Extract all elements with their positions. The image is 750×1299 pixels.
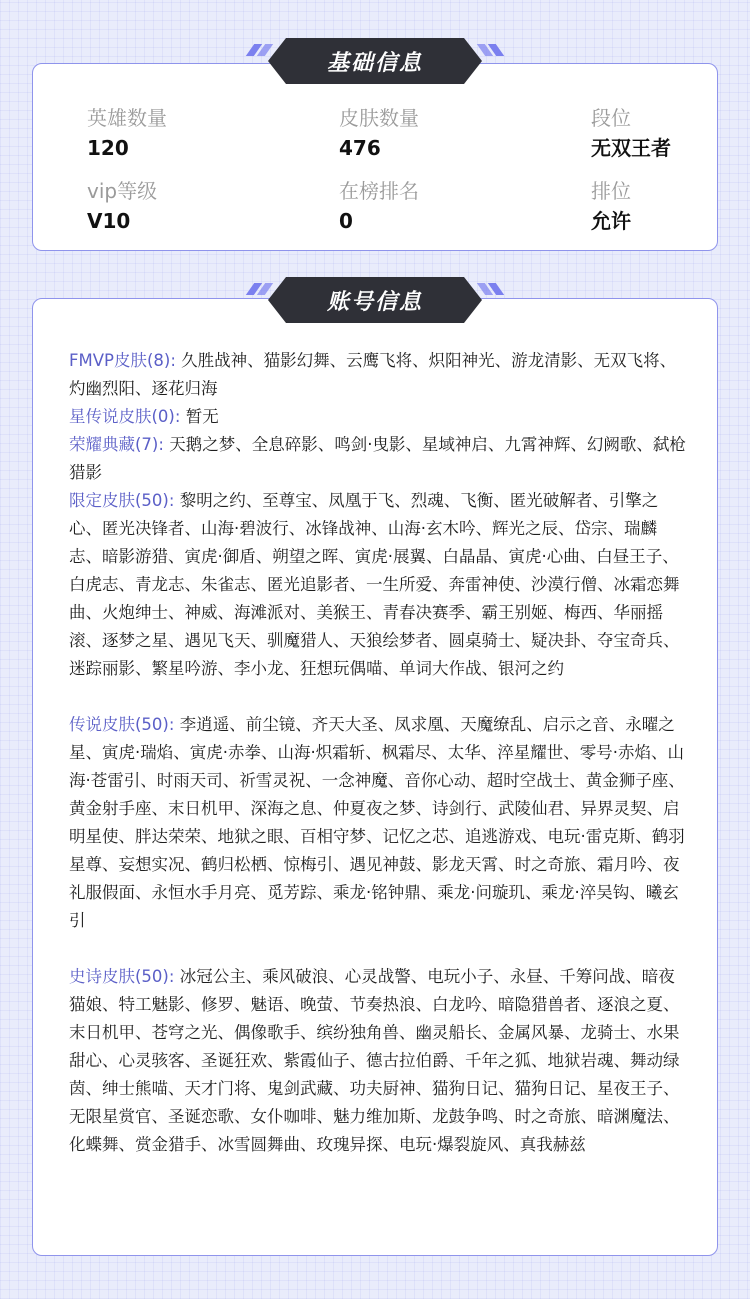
basic-info-title: 基础信息: [326, 50, 423, 76]
stat-leaderboard-rank: [339, 177, 591, 235]
account-info-title: 账号信息: [326, 289, 423, 315]
entry-key: 史诗皮肤(50):: [69, 967, 175, 986]
entry-value: 天鹅之梦、全息碎影、鸣剑·曳影、星域神启、九霄神辉、幻阙歌、弑枪猎影: [69, 435, 686, 482]
account-info-card: [32, 298, 718, 1256]
spacer: [69, 683, 689, 711]
entry-key: 传说皮肤(50):: [69, 715, 175, 734]
entry-key: 限定皮肤(50):: [69, 491, 175, 510]
basic-info-banner: [250, 38, 500, 84]
stat-label: 在榜排名: [339, 179, 419, 203]
entry-value: 久胜战神、猫影幻舞、云鹰飞将、炽阳神光、游龙清影、无双飞将、灼幽烈阳、逐花归海: [69, 351, 677, 398]
stat-label: 皮肤数量: [339, 106, 419, 130]
stat-value: 476: [339, 136, 381, 160]
stat-value: V10: [87, 209, 131, 233]
entry-value: 暂无: [185, 407, 219, 426]
stat-rank-tier: [591, 104, 707, 162]
stat-skin-count: [339, 104, 591, 162]
stat-ranked-allowed: [591, 177, 707, 235]
stats-grid: [87, 104, 707, 235]
entry-value: 李逍遥、前尘镜、齐天大圣、凤求凰、天魔缭乱、启示之音、永曜之星、寅虎·瑞焰、寅虎·赤拳、山海·炽霜斩、枫霜尽、太华、淬星耀世、零号·赤焰、山海·苍雷引、时雨天司、祈雪灵祝、一念神魔、音你心动、超时空战士、黄金狮子座、黄金射手座、末日机甲、深海之息、仲夏夜之梦、诗剑行、武陵仙君、异界灵契、启明星使、胖达荣荣、地狱之眼、百相守梦、记忆之芯、追逃游戏、电玩·雷克斯、鹤羽星尊、妄想实况、鹤归松栖、惊梅引、遇见神鼓、影龙天霄、时之奇旅、霜月吟、夜礼服假面、永恒水手月亮、觅芳踪、乘龙·铭钟鼎、乘龙·问璇玑、乘龙·淬吴钩、曦玄引: [69, 715, 685, 930]
stat-hero-count: [87, 104, 339, 162]
skin-entry-star-legend: [69, 403, 689, 431]
stat-value: 0: [339, 209, 353, 233]
skin-entry-limited: [69, 487, 689, 683]
spacer: [69, 935, 689, 963]
entry-key: 荣耀典藏(7):: [69, 435, 164, 454]
skin-details: [69, 347, 689, 1159]
skin-entry-glory-collection: [69, 431, 689, 487]
basic-info-card: [32, 63, 718, 251]
stat-label: vip等级: [87, 179, 158, 203]
entry-key: FMVP皮肤(8):: [69, 351, 176, 370]
skin-entry-epic: [69, 963, 689, 1159]
stat-label: 英雄数量: [87, 106, 167, 130]
entry-value: 冰冠公主、乘风破浪、心灵战警、电玩小子、永昼、千筹问战、暗夜猫娘、特工魅影、修罗、魅语、晚萤、节奏热浪、白龙吟、暗隐猎兽者、逐浪之夏、末日机甲、苍穹之光、偶像歌手、缤纷独角兽、幽灵船长、金属风暴、龙骑士、水果甜心、心灵骇客、圣诞狂欢、紫霞仙子、德古拉伯爵、千年之狐、地狱岩魂、舞动绿茵、绅士熊喵、天才门将、鬼剑武藏、功夫厨神、猫狗日记、猫狗日记、星夜王子、无限星赏官、圣诞恋歌、女仆咖啡、魅力维加斯、龙鼓争鸣、时之奇旅、暗渊魔法、化蝶舞、赏金猎手、冰雪圆舞曲、玫瑰异探、电玩·爆裂旋风、真我赫兹: [69, 967, 680, 1154]
skin-entry-legend: [69, 711, 689, 935]
stat-vip-level: [87, 177, 339, 235]
stat-value: 允许: [591, 209, 631, 233]
entry-value: 黎明之约、至尊宝、凤凰于飞、烈魂、飞衡、匿光破解者、引擎之心、匿光决锋者、山海·碧波行、冰锋战神、山海·玄木吟、辉光之辰、岱宗、瑞麟志、暗影游猎、寅虎·御盾、朔望之晖、寅虎·展翼、白晶晶、寅虎·心曲、白昼王子、白虎志、青龙志、朱雀志、匿光追影者、一生所爱、奔雷神使、沙漠行僧、冰霜恋舞曲、火炮绅士、神威、海滩派对、美猴王、青春决赛季、霸王别姬、梅西、华丽摇滚、逐梦之星、遇见飞天、驯魔猎人、天狼绘梦者、圆桌骑士、疑决卦、夺宝奇兵、迷踪丽影、繁星吟游、李小龙、狂想玩偶喵、单词大作战、银河之约: [69, 491, 680, 678]
stat-label: 排位: [591, 179, 631, 203]
entry-key: 星传说皮肤(0):: [69, 407, 181, 426]
stat-label: 段位: [591, 106, 631, 130]
account-info-banner: [250, 277, 500, 323]
skin-entry-fmvp: [69, 347, 689, 403]
stat-value: 无双王者: [591, 136, 671, 160]
stat-value: 120: [87, 136, 129, 160]
